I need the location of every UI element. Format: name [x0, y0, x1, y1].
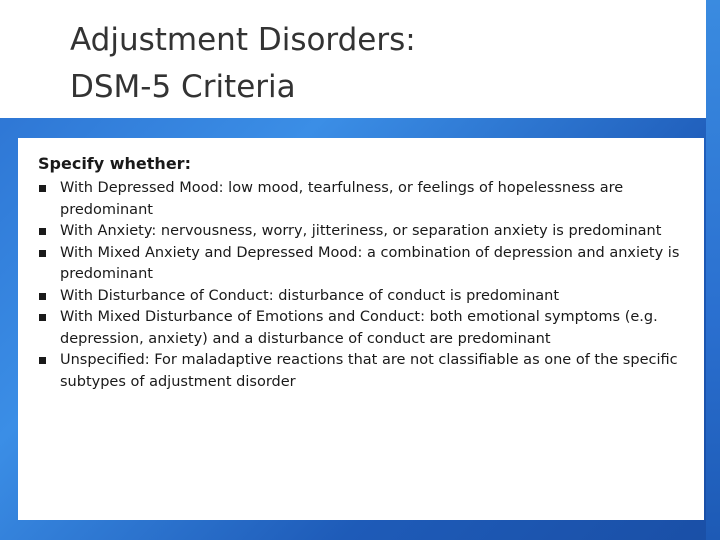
list-item	[38, 221, 693, 243]
bullet-text: With Disturbance of Conduct: disturbance of conduct is predominant	[60, 287, 560, 304]
bullet-text: Unspecified: For maladaptive reactions that are not classifiable as one of the specific subtypes of adjustment disorder	[60, 352, 678, 390]
list-item	[38, 286, 693, 308]
bullet-text: With Depressed Mood: low mood, tearfulness, or feelings of hopelessness are predominant	[60, 180, 624, 218]
list-item	[38, 307, 693, 350]
square-bullet-icon	[39, 185, 46, 192]
square-bullet-icon	[39, 357, 46, 364]
square-bullet-icon	[39, 228, 46, 235]
slide-title-line-2: DSM-5 Criteria	[70, 69, 296, 105]
list-item	[38, 243, 693, 286]
bullet-text: With Anxiety: nervousness, worry, jitteriness, or separation anxiety is predominant	[60, 223, 662, 239]
subheading: Specify whether:	[38, 154, 191, 173]
slide-title-line-1: Adjustment Disorders:	[70, 22, 416, 58]
content-panel	[18, 138, 704, 520]
title-panel	[0, 0, 706, 118]
square-bullet-icon	[39, 293, 46, 300]
slide-background-edge	[706, 0, 720, 540]
list-item	[38, 350, 693, 393]
square-bullet-icon	[39, 250, 46, 257]
bullet-list	[38, 178, 693, 393]
square-bullet-icon	[39, 314, 46, 321]
bullet-text: With Mixed Disturbance of Emotions and Conduct: both emotional symptoms (e.g. depression, anxiety) and a disturbance of conduct are predominant	[60, 309, 658, 347]
bullet-text: With Mixed Anxiety and Depressed Mood: a combination of depression and anxiety is predominant	[60, 244, 680, 282]
list-item	[38, 178, 693, 221]
